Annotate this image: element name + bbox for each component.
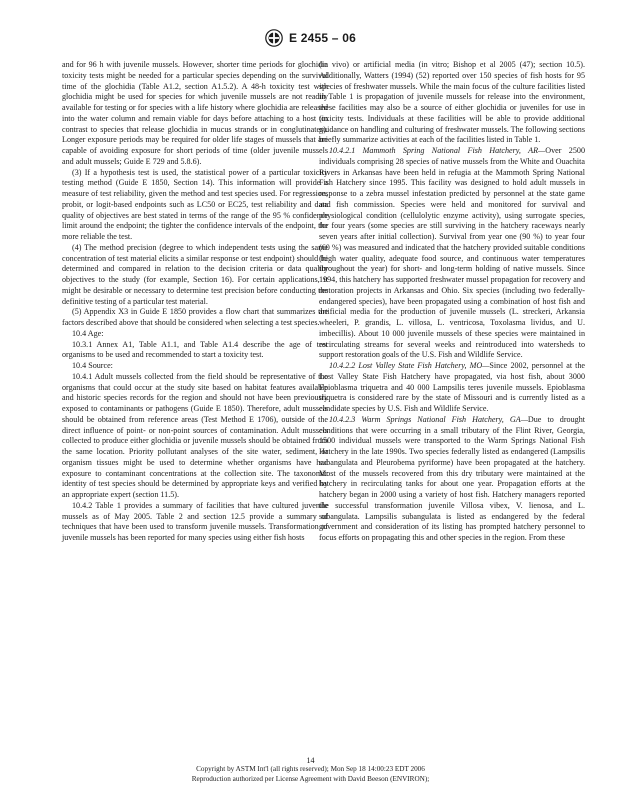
right-column <box>319 60 585 544</box>
paragraph: 10.3.1 Annex A1, Table A1.1, and Table A1.4 describe the age of test organisms to be used and recommended to start a toxicity test. <box>62 339 328 360</box>
left-column <box>62 60 328 544</box>
section-heading: 10.4 Age: <box>72 328 104 338</box>
paragraph: and for 96 h with juvenile mussels. However, shorter time periods for glochidia toxicity tests might be needed for a particular species depending on the survival time of the glochidia (Table A1.2, section A1.5.2). A 48-h toxicity test with glochidia might be used for species for which juvenile mussels are not readily available for testing or for species with a life history where glochidia are released into the water column and remain viable for days before attaching to a host (in contrast to species that release glochidia in mucus strands or in conglutinates). Longer exposure periods may be required for older life stages of mussels that are capable of avoiding exposure for short periods of time (older juvenile mussels and adult mussels; Guide E 729 and 5.8.6). <box>62 60 328 166</box>
paragraph <box>319 146 585 361</box>
reproduction-line: Reproduction authorized per License Agreement with David Beeson (ENVIRON); <box>191 774 430 783</box>
paragraph: 10.4.1 Adult mussels collected from the field should be representative of the organisms that could occur at the study site based on habitat features available and historic species records for the region and should not have been previously exposed to contaminants or pathogens (Guide E 1850). Therefore, adult mussels should be obtained from reference areas (Test Method E 1706), outside of the direct influence of point- or non-point sources of contamination. Adult mussels collected to produce either glochidia or juvenile mussels should be obtained from the same location. Priority pollutant analyses of the site water, sediment, or organism tissues might be used to determine whether organisms have had exposure to contaminant concentrations at the collection site. The taxonomic identity of test species should be determined by appropriate keys and verified by an appropriate expert (section 11.5). <box>62 371 328 499</box>
subsection-title: 10.4.2.2 Lost Valley State Fish Hatchery, MO— <box>329 361 490 370</box>
paragraph-text: Due to drought conditions that were occurring in a small tributary of the Flint River, Georgia, 1500 individual mussels were transported to the Warm Springs National Fish Hatchery in the late 1990s. Two species federally listed as endangered (Lampsilis subangulata and Pleurobema pyriforme) have been propagated at the hatchery. Most of the mussels recovered from this dry tributary were maintained at the hatchery in recirculating tanks for about one year. Propagation efforts at the hatchery began in 2000 using a variety of host fish. Hatchery managers reported the successful transformation juvenile Villosa vibex, V. lienosa, and L. subangulata. Lampsilis subangulata is listed as endangered by the federal government and consideration of its listing has prompted hatchery personnel to focus efforts on propagating this and other species in the region. From these <box>319 414 585 542</box>
paragraph <box>319 415 585 544</box>
paragraph: (4) The method precision (degree to which independent tests using the same concentration of test material elicits a similar response or test endpoint) should be determined and compared in relation to the decision criteria or data quality objectives to the study (for example, Section 16). For certain applications, it might be desirable or necessary to determine test precision before conducting the definitive testing of a particular test material. <box>62 242 328 306</box>
paragraph: (in vivo) or artificial media (in vitro; Bishop et al 2005 (47); section 10.5). Additionally, Watters (1994) (52) reported over 150 species of fish hosts for 95 species of freshwater mussels. While the main focus of the culture facilities listed in Table 1 is propagation of juvenile mussels for release into the environment, these facilities may also be a source of either glochidia or juveniles for use in toxicity tests. Individuals at these facilities will be able to provide additional guidance on handling and culturing of freshwater mussels. The following sections briefly summarize activities at each of the facilities listed in Table 1. <box>319 60 585 145</box>
paragraph <box>319 361 585 415</box>
paragraph-text: Since 2002, personnel at the Lost Valley State Fish Hatchery have propagated, via host fish, about 3000 Epioblasma triquetra and 40 000 Lampsilis teres juvenile mussels. Epioblasma triquetra is considered rare by the state of Missouri and is currently listed as a candidate species by U.S. Fish and Wildlife Service. <box>319 361 586 413</box>
subsection-title: 10.4.2.3 Warm Springs National Fish Hatchery, GA— <box>329 414 528 424</box>
page-footer <box>0 765 621 784</box>
subsection-title: 10.4.2.1 Mammoth Spring National Fish Hatchery, AR— <box>329 146 546 155</box>
section-heading: 10.4 Source: <box>72 361 113 370</box>
paragraph: (5) Appendix X3 in Guide E 1850 provides a flow chart that summarizes the factors described above that should be considered when selecting a test species. <box>62 307 328 327</box>
standard-designation: E 2455 – 06 <box>289 31 356 45</box>
paragraph-text: Over 2500 individuals comprising 28 species of native mussels from the White and Ouachita Rivers in Arkansas have been held in refugia at the Mammoth Spring National Fish Hatchery since 1995. This facility was designed to hold adult mussels in response to a zebra mussel infestation predicted by personnel at the state game and fish commission. Species were held and monitored for survival and physiological condition (cellulolytic enzyme activity), using surrogate species, for four years (some species are still surviving in the hatchery raceways nearly seven years after initial collection). Survival from year one (90 %) to year four (60 %) was measured and indicated that the hatchery provided suitable conditions (high water quality, adequate food source, and continuous water temperatures throughout the year) for short- and long-term holding of native mussels. Since 1994, this hatchery has supported freshwater mussel propagation for recovery and restoration projects in Arkansas and Ohio. Six species (including two federally-endangered species), have been propagated using a combination of host fish and artificial media for the production of juvenile mussels (L. streckeri, Arkansia wheeleri, P. grandis, L. villosa, L. ventricosa, Toxolasma lividus, and U. imbecillis). About 10 000 juvenile mussels of these species were maintained in recirculating streams for several weeks and reintroduced into watersheds to support restoration goals of the U.S. Fish and Wildlife Service. <box>319 146 585 360</box>
paragraph: (3) If a hypothesis test is used, the statistical power of a particular toxicity testing method (Guide E 1850, Section 14). This information will provide a measure of test reliability, given the method and test species used. For regression, probit, or logit-based endpoints such as LC50 or EC25, test reliability and data quality of objectives are best stated in terms of the range of the 95 % confidence limit around the endpoint; the tighter the confidence intervals of the endpoint, the more reliable the test. <box>62 167 328 241</box>
paragraph: 10.4.2 Table 1 provides a summary of facilities that have cultured juvenile mussels as of May 2005. Table 2 and section 12.5 provide a summary of techniques that have been used to transform juvenile mussels. Transformation of juvenile mussels has been reported for many species using either fish hosts <box>62 500 328 542</box>
copyright-line: Copyright by ASTM Int'l (all rights reserved); Mon Sep 18 14:00:23 EDT 2006 <box>196 765 425 773</box>
page-number: 14 <box>306 756 315 765</box>
astm-logo-icon <box>265 29 283 47</box>
page-header <box>0 29 621 47</box>
